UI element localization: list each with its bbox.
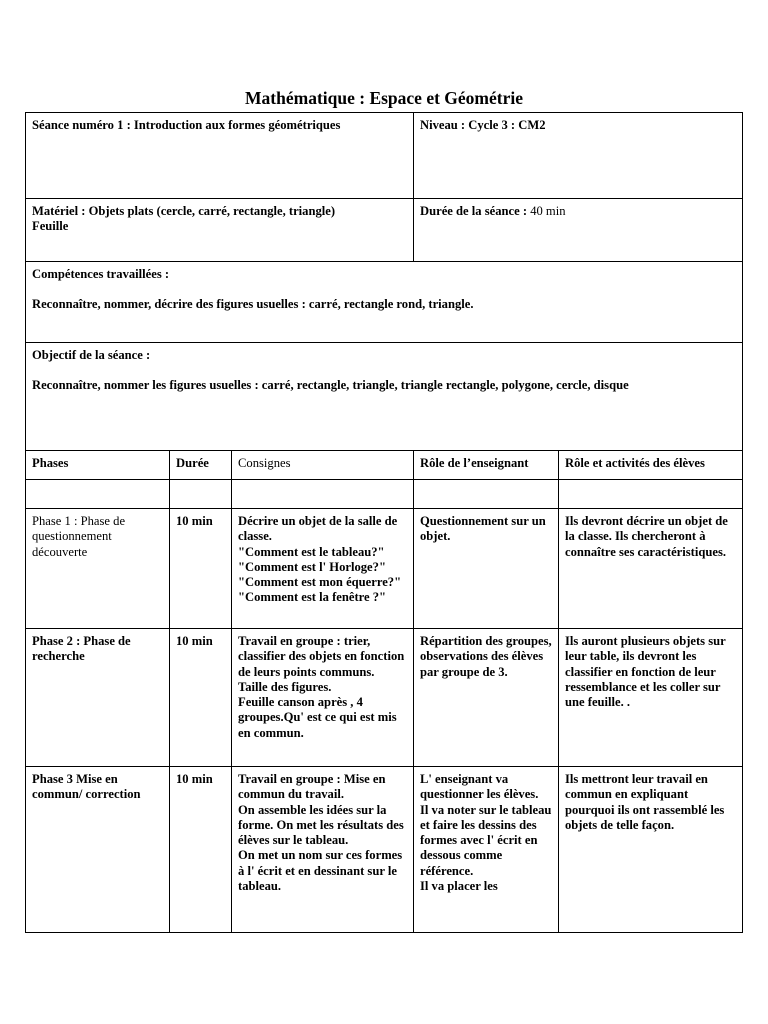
instructions-cell: Décrire un objet de la salle de classe. "Comment est le tableau?" "Comment est l' Horloge?" "Comment est mon équerre?" "Comment est la fenêtre ?" bbox=[232, 509, 414, 629]
phase-cell: Phase 3 Mise en commun/ correction bbox=[26, 767, 170, 933]
skills-cell bbox=[26, 262, 743, 343]
instructions-cell: Travail en groupe : Mise en commun du travail. On assemble les idées sur la forme. On met les résultats des élèves sur le tableau. On met un nom sur ces formes à l' écrit et en dessinant sur le tableau. bbox=[232, 767, 414, 933]
student-role-cell: Ils mettront leur travail en commun en expliquant pourquoi ils ont rassemblé les objets de telle façon. bbox=[559, 767, 743, 933]
instructions-cell: Travail en groupe : trier, classifier des objets en fonction de leurs points communs. Taille des figures. Feuille canson après , 4 groupes.Qu' est ce qui est mis en commun. bbox=[232, 629, 414, 767]
objective-cell bbox=[26, 343, 743, 451]
column-header: Consignes bbox=[232, 451, 414, 480]
session-info-table bbox=[25, 112, 743, 451]
level-cell: Niveau : Cycle 3 : CM2 bbox=[414, 113, 743, 199]
table-row bbox=[26, 767, 743, 933]
student-role-cell: Ils devront décrire un objet de la classe. Ils chercheront à connaître ses caractéristiques. bbox=[559, 509, 743, 629]
student-role-cell: Ils auront plusieurs objets sur leur table, ils devront les classifier en fonction de leur ressemblance et les coller sur une feuille. . bbox=[559, 629, 743, 767]
objective-text: Reconnaître, nommer les figures usuelles : carré, rectangle, triangle, triangle rectangle, polygone, cercle, disque bbox=[32, 378, 629, 393]
page-title: Mathématique : Espace et Géométrie bbox=[245, 88, 523, 108]
phase-cell: Phase 2 : Phase de recherche bbox=[26, 629, 170, 767]
material-cell: Matériel : Objets plats (cercle, carré, rectangle, triangle) Feuille bbox=[26, 199, 414, 262]
session-title-cell: Séance numéro 1 : Introduction aux formes géométriques bbox=[26, 113, 414, 199]
teacher-role-cell: Questionnement sur un objet. bbox=[414, 509, 559, 629]
duration-label: Durée de la séance : bbox=[420, 204, 528, 218]
empty-cell bbox=[232, 480, 414, 509]
skills-label: Compétences travaillées : bbox=[32, 267, 170, 281]
phases-table bbox=[25, 450, 743, 933]
objective-label: Objectif de la séance : bbox=[32, 348, 151, 362]
column-header: Phases bbox=[26, 451, 170, 480]
empty-cell bbox=[559, 480, 743, 509]
table-row bbox=[26, 629, 743, 767]
duration-cell bbox=[414, 199, 743, 262]
empty-cell bbox=[414, 480, 559, 509]
empty-cell bbox=[26, 480, 170, 509]
duration-cell: 10 min bbox=[170, 509, 232, 629]
table-header-row bbox=[26, 451, 743, 480]
column-header: Durée bbox=[170, 451, 232, 480]
column-header: Rôle de l’enseignant bbox=[414, 451, 559, 480]
duration-cell: 10 min bbox=[170, 767, 232, 933]
phase-cell: Phase 1 : Phase de questionnement découverte bbox=[26, 509, 170, 629]
table-row bbox=[26, 509, 743, 629]
teacher-role-cell: Répartition des groupes, observations des élèves par groupe de 3. bbox=[414, 629, 559, 767]
column-header: Rôle et activités des élèves bbox=[559, 451, 743, 480]
duration-cell: 10 min bbox=[170, 629, 232, 767]
skills-text: Reconnaître, nommer, décrire des figures usuelles : carré, rectangle rond, triangle. bbox=[32, 297, 474, 312]
empty-row bbox=[26, 480, 743, 509]
empty-cell bbox=[170, 480, 232, 509]
duration-value: 40 min bbox=[530, 204, 566, 218]
teacher-role-cell: L' enseignant va questionner les élèves. Il va noter sur le tableau et faire les dessins des formes avec l' écrit en dessous comme référence. Il va placer les bbox=[414, 767, 559, 933]
